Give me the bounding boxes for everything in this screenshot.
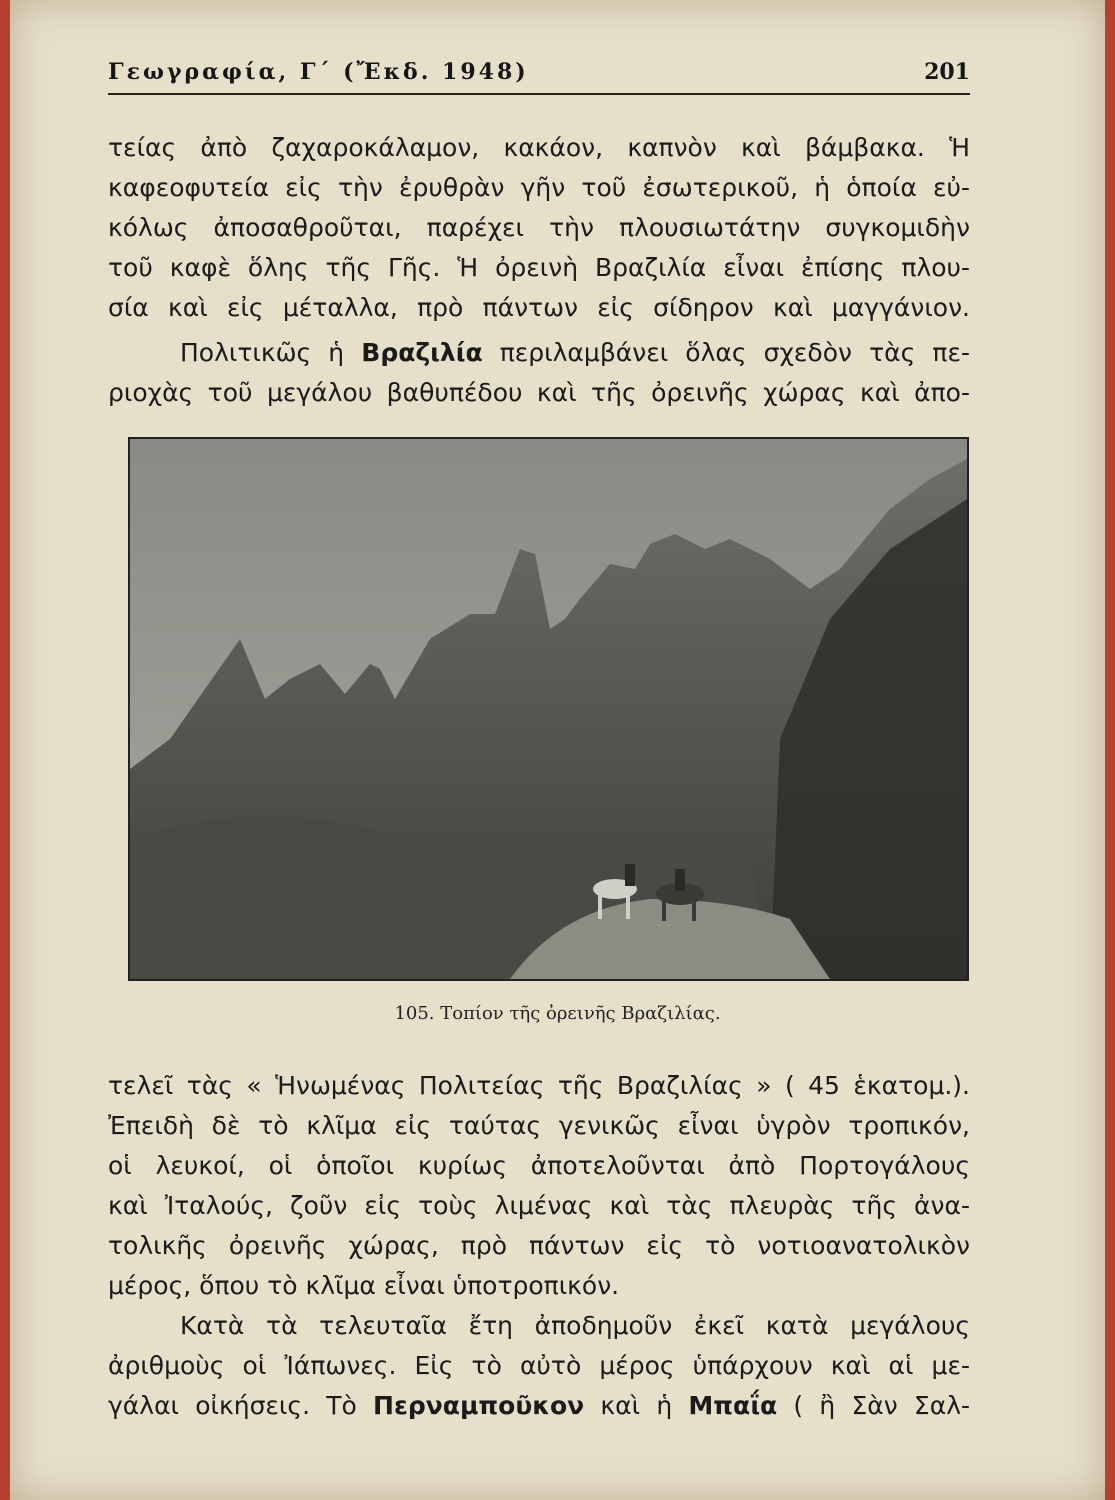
paragraph-3: [108, 1066, 970, 1306]
bold-term-brazil: Βραζιλία: [361, 338, 483, 367]
mountain-landscape-illustration: [130, 439, 967, 979]
page-number: 201: [924, 59, 970, 85]
text-line: [108, 333, 970, 373]
landscape-photo: [128, 437, 969, 981]
text-line: οἱ λευκοί, οἱ ὁποῖοι κυρίως ἀποτελοῦνται ἀπὸ Πορτογάλους: [108, 1151, 970, 1180]
text-line: Κατὰ τὰ τελευταῖα ἔτη ἀποδημοῦν ἐκεῖ κατὰ μεγάλους: [180, 1311, 970, 1340]
text-line: Ἐπειδὴ δὲ τὸ κλῖμα εἰς ταύτας γενικῶς εἶναι ὑγρὸν τροπικόν,: [108, 1111, 970, 1140]
text-line: τελεῖ τὰς « Ἡνωμένας Πολιτείας τῆς Βραζιλίας » ( 45 ἑκατομ.).: [108, 1071, 970, 1100]
text-line: σία καὶ εἰς μέταλλα, πρὸ πάντων εἰς σίδηρον καὶ μαγγάνιον.: [108, 293, 970, 322]
header-title: Γεωγραφία, Γ΄ (Ἔκδ. 1948): [108, 59, 529, 85]
text-line: καφεοφυτεία εἰς τὴν ἐρυθρὰν γῆν τοῦ ἐσωτερικοῦ, ἡ ὁποία εὐ-: [108, 173, 970, 202]
text-line: τείας ἀπὸ ζαχαροκάλαμον, κακάον, καπνὸν καὶ βάμβακα. Ἡ: [108, 133, 970, 162]
bold-term-pernambuco: Περναμποῦκον: [373, 1391, 585, 1420]
text-line: κόλως ἀποσαθροῦται, παρέχει τὴν πλουσιωτάτην συγκομιδὴν: [108, 213, 970, 242]
book-page: [10, 0, 1105, 1500]
text-fragment: γάλαι οἰκήσεις. Τὸ: [108, 1391, 374, 1420]
text-fragment: καὶ ἡ: [584, 1391, 689, 1420]
text-line: ριοχὰς τοῦ μεγάλου βαθυπέδου καὶ τῆς ὀρεινῆς χώρας καὶ ἀπο-: [108, 378, 970, 407]
text-fragment: ( ἢ Σὰν Σαλ-: [777, 1391, 971, 1420]
paragraph-1: [108, 128, 970, 328]
bold-term-bahia: Μπαΐα: [688, 1391, 778, 1420]
text-fragment: περιλαμβάνει ὅλας σχεδὸν τὰς πε-: [482, 338, 970, 367]
text-line: τολικῆς ὀρεινῆς χώρας, πρὸ πάντων εἰς τὸ νοτιοανατολικὸν: [108, 1231, 970, 1260]
figure-caption: 105. Τοπίον τῆς ὀρεινῆς Βραζιλίας.: [394, 1003, 721, 1024]
text-line: μέρος, ὅπου τὸ κλῖμα εἶναι ὑποτροπικόν.: [108, 1271, 620, 1300]
paragraph-4: [108, 1306, 970, 1426]
text-line: ἀριθμοὺς οἱ Ἰάπωνες. Εἰς τὸ αὐτὸ μέρος ὑπάρχουν καὶ αἱ με-: [108, 1351, 970, 1380]
text-fragment: Πολιτικῶς ἡ: [180, 338, 362, 367]
text-line: καὶ Ἰταλούς, ζοῦν εἰς τοὺς λιμένας καὶ τὰς πλευρὰς τῆς ἀνα-: [108, 1191, 970, 1220]
text-line: τοῦ καφὲ ὅλης τῆς Γῆς. Ἡ ὀρεινὴ Βραζιλία εἶναι ἐπίσης πλου-: [108, 253, 970, 282]
paragraph-2: [108, 333, 970, 413]
running-header: [108, 55, 970, 95]
text-line: [108, 1386, 970, 1426]
